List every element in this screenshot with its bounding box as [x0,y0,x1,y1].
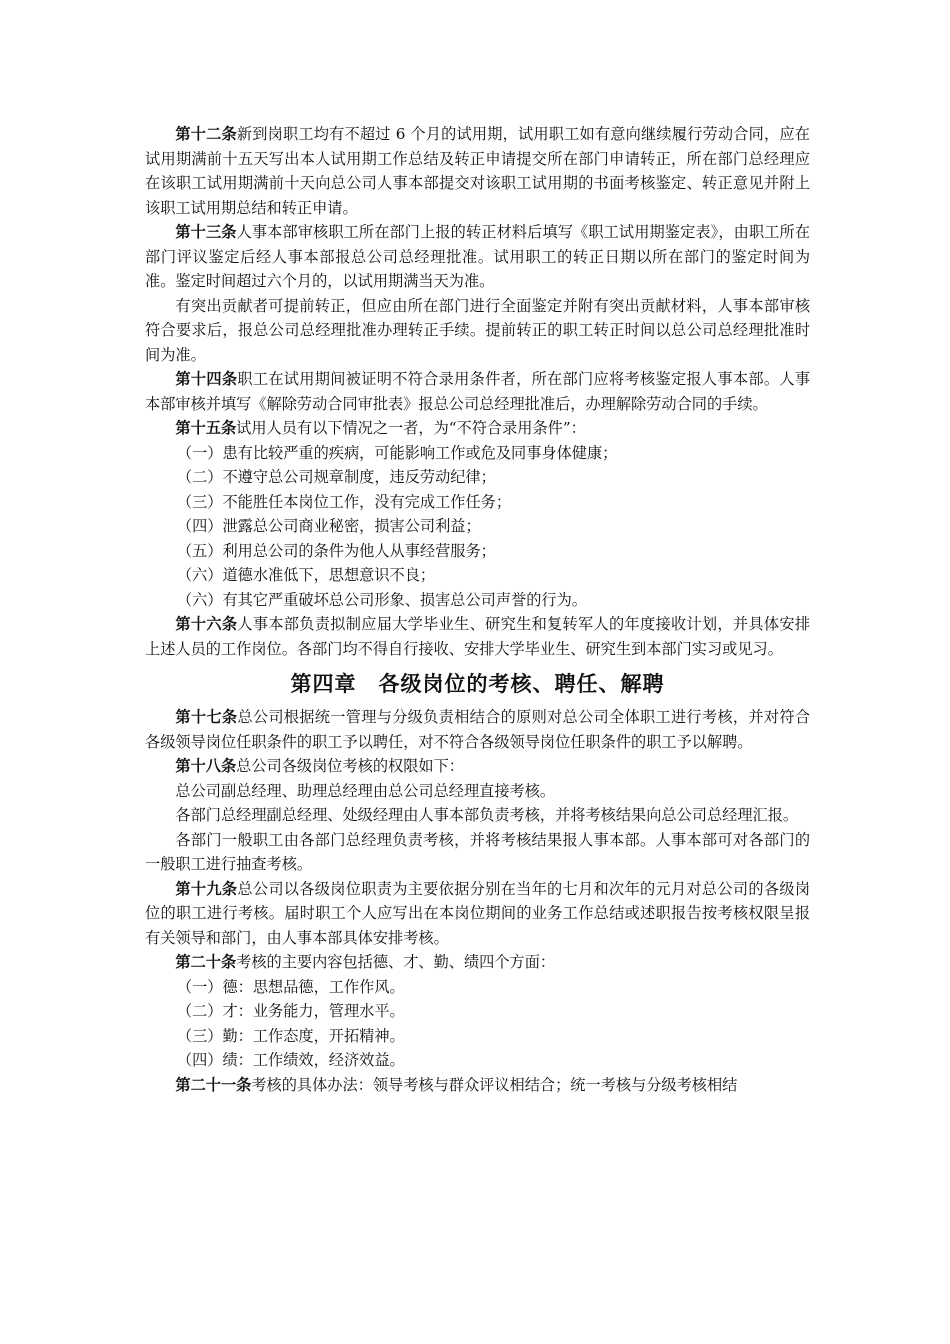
paragraph-text: 各部门一般职工由各部门总经理负责考核，并将考核结果报人事本部。人事本部可对各部门的一般职工进行抽查考核。 [145,830,810,873]
list-item: （四）绩：工作绩效，经济效益。 [176,1051,405,1069]
list-item: （三）勤：工作态度，开拓精神。 [176,1026,405,1045]
article-number: 第十五条 [175,419,237,437]
article-text: 人事本部负责拟制应届大学毕业生、研究生和复转军人的年度接收计划，并具体安排上述人员的工作岗位。各部门均不得自行接收、安排大学毕业生、研究生到本部门实习或见习。 [145,615,811,658]
article-15 [145,416,810,441]
paragraph-text: 有突出贡献者可提前转正，但应由所在部门进行全面鉴定并附有突出贡献材料，人事本部审核符合要求后，报总公司总经理批准办理转正手续。提前转正的职工转正时间以总公司总经理批准时间为准。 [145,296,810,364]
article-number: 第十九条 [175,879,238,898]
article-text: 总公司根据统一管理与分级负责相结合的原则对总公司全体职工进行考核，并对符合各级领导岗位任职条件的职工予以聘任，对不符合各级领导岗位任职条件的职工予以解聘。 [145,708,811,751]
article-14 [145,367,810,416]
list-item: （五）利用总公司的条件为他人从事经营服务； [176,541,496,560]
article-number: 第十六条 [175,615,238,633]
article-20 [145,950,810,975]
article-18 [145,754,810,779]
list-item: （一）德：思想品德，工作作风。 [176,977,405,996]
paragraph [145,779,810,804]
article-16 [145,612,810,661]
list-item: （三）不能胜任本岗位工作，没有完成工作任务； [176,492,512,511]
document-body [145,122,810,1097]
article-text: 新到岗职工均有不超过 6 个月的试用期，试用职工如有意向继续履行劳动合同，应在试用期满前十五天写出本人试用期工作总结及转正申请提交所在部门申请转正，所在部门总经理应在该职工试用期满前十天向总公司人事本部提交对该职工试用期的书面考核鉴定、转正意见并附上该职工试用期总结和转正申请。 [145,125,810,217]
article-13 [145,220,810,294]
list-item: （六）道德水准低下，思想意识不良； [176,566,436,584]
article-text: 职工在试用期间被证明不符合录用条件者，所在部门应将考核鉴定报人事本部。人事本部审核并填写《解除劳动合同审批表》报总公司总经理批准后，办理解除劳动合同的手续。 [145,370,811,413]
paragraph [145,803,810,828]
paragraph [145,828,810,877]
article-number: 第二十一条 [175,1075,252,1094]
article-text: 总公司以各级岗位职责为主要依据分别在当年的七月和次年的元月对总公司的各级岗位的职工进行考核。届时职工个人应写出在本岗位期间的业务工作总结或述职报告按考核权限呈报有关领导和部门，由人事本部具体安排考核。 [145,879,811,947]
article-text: 考核的主要内容包括德、才、勤、绩四个方面： [236,953,556,971]
list-item: （二）不遵守总公司规章制度，违反劳动纪律； [176,468,496,486]
article-12 [145,122,810,220]
article-17 [145,705,810,754]
chapter-heading: 第四章 各级岗位的考核、聘任、解聘 [290,671,665,696]
list-item: （四）泄露总公司商业秘密，损害公司利益； [176,517,481,535]
article-number: 第十八条 [175,757,237,775]
article-number: 第十三条 [175,223,237,241]
article-text: 总公司各级岗位考核的权限如下： [236,757,464,775]
article-19 [145,877,810,951]
article-number: 第二十条 [175,953,237,971]
article-number: 第十七条 [175,708,238,726]
paragraph [145,294,810,368]
article-number: 第十四条 [175,370,238,388]
article-text: 人事本部审核职工所在部门上报的转正材料后填写《职工试用期鉴定表》，由职工所在部门评议鉴定后经人事本部报总公司总经理批准。试用职工的转正日期以所在部门的鉴定时间为准。鉴定时间超过六个月的，以试用期满当天为准。 [145,223,811,290]
list-item: （二）才：业务能力，管理水平。 [176,1002,405,1020]
article-text: 试用人员有以下情况之一者，为“不符合录用条件”： [236,419,586,437]
list-item: （六）有其它严重破坏总公司形象、损害总公司声誉的行为。 [176,590,587,609]
paragraph-text: 总公司副总经理、助理总经理由总公司总经理直接考核。 [175,781,556,800]
paragraph-text: 各部门总经理副总经理、处级经理由人事本部负责考核，并将考核结果向总公司总经理汇报。 [175,806,799,824]
article-number: 第十二条 [175,125,237,143]
list-item: （一）患有比较严重的疾病，可能影响工作或危及同事身体健康； [176,443,618,462]
article-text: 考核的具体办法：领导考核与群众评议相结合；统一考核与分级考核相结 [251,1075,738,1094]
article-21 [145,1073,810,1098]
